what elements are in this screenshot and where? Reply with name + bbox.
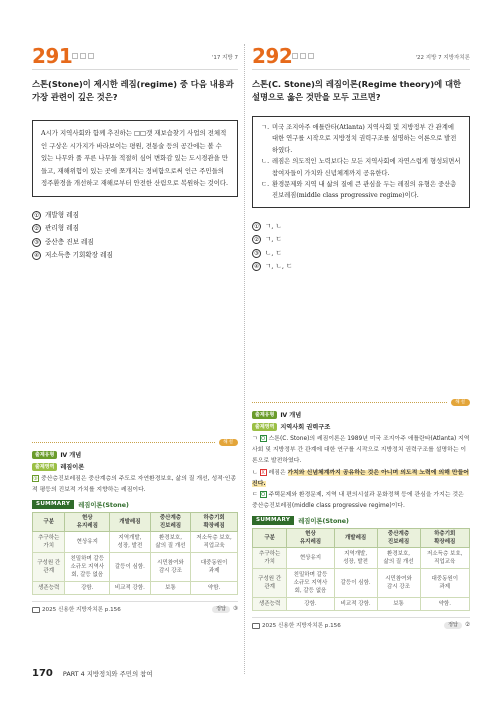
table-row bbox=[33, 582, 238, 595]
explanation-line bbox=[252, 434, 470, 468]
table-cell: 현상유지 bbox=[65, 532, 110, 553]
summary-block bbox=[32, 500, 238, 595]
question-passage bbox=[252, 116, 470, 208]
reference-line bbox=[32, 601, 238, 613]
answer-options bbox=[32, 209, 238, 263]
table-cell: 구성원 간 관계 bbox=[253, 569, 287, 598]
explanation-bar bbox=[252, 398, 470, 406]
answer-options bbox=[252, 220, 470, 274]
question-number: 291 bbox=[32, 44, 73, 68]
summary-table bbox=[252, 528, 470, 611]
summary-block bbox=[252, 516, 470, 611]
item-key: ㄷ. bbox=[261, 181, 270, 189]
answer-indicator bbox=[212, 606, 238, 613]
option-item[interactable] bbox=[32, 222, 238, 235]
table-cell: 구성원 간 관계 bbox=[33, 553, 65, 582]
table-cell: 환경보호, 삶의 질 개선 bbox=[150, 532, 191, 553]
column-divider bbox=[244, 44, 245, 674]
table-header: 개발레짐 bbox=[110, 513, 151, 532]
question-header bbox=[32, 44, 238, 70]
table-header: 하층기회 확장레짐 bbox=[420, 529, 470, 548]
table-row bbox=[253, 569, 470, 598]
highlight-text: 가치와 신념체계까지 공유하는 것은 아니며 의도적 노력에 의해 만들어진다. bbox=[252, 469, 469, 487]
explanation-type bbox=[32, 450, 238, 462]
table-cell: 시민참여와 감시 강조 bbox=[150, 553, 191, 582]
question-header bbox=[252, 44, 470, 70]
option-text: 저소득층 기회확장 레짐 bbox=[45, 251, 113, 260]
line-key: ㄷ bbox=[252, 492, 258, 499]
table-header: 현상 유지레짐 bbox=[287, 529, 334, 548]
table-row bbox=[33, 532, 238, 553]
reference-line bbox=[252, 617, 470, 629]
table-cell: 현상유지 bbox=[287, 548, 334, 569]
line-key: ㄱ bbox=[252, 436, 258, 442]
table-header-row bbox=[253, 529, 470, 548]
table-header: 구분 bbox=[33, 513, 65, 532]
explanation-pill: 해설 bbox=[451, 399, 470, 406]
option-mark: ① bbox=[33, 212, 39, 219]
type-tag: 출제유형 bbox=[32, 451, 57, 459]
table-cell: 대중동원이 과제 bbox=[420, 569, 470, 598]
type-value: Ⅳ 개념 bbox=[280, 412, 302, 419]
answer-indicator bbox=[444, 622, 470, 629]
table-header: 하층기회 확장레짐 bbox=[191, 513, 238, 532]
table-cell: 약함. bbox=[420, 598, 470, 611]
correct-mark: O bbox=[261, 492, 266, 499]
option-item[interactable] bbox=[252, 247, 470, 260]
option-mark: ② bbox=[33, 226, 39, 233]
explanation-line bbox=[252, 468, 470, 490]
table-header: 중산계층 진보레짐 bbox=[377, 529, 420, 548]
passage-item bbox=[261, 179, 461, 202]
table-header: 구분 bbox=[253, 529, 287, 548]
type-value: Ⅳ 개념 bbox=[60, 452, 82, 459]
option-mark: ③ bbox=[33, 239, 39, 246]
table-cell: 추구하는 가치 bbox=[33, 532, 65, 553]
answer-value: ② bbox=[464, 622, 470, 629]
table-header: 중산계층 진보레짐 bbox=[150, 513, 191, 532]
option-text: ㄱ, ㄴ, ㄷ bbox=[265, 262, 293, 271]
explanation-area bbox=[32, 462, 238, 474]
table-cell: 저소득층 보호, 직업교육 bbox=[191, 532, 238, 553]
table-cell: 갈등이 심함. bbox=[334, 569, 377, 598]
correct-mark: O bbox=[261, 436, 266, 442]
table-cell: 생존능력 bbox=[33, 582, 65, 595]
table-cell: 친밀하며 갈등 소규모 지역사 회, 갈등 없음 bbox=[287, 569, 334, 598]
table-cell: 대중동원이 과제 bbox=[191, 553, 238, 582]
table-cell: 보통 bbox=[377, 598, 420, 611]
answer-value: ③ bbox=[232, 606, 238, 613]
table-header-row bbox=[33, 513, 238, 532]
item-text: 미국 조지아주 애틀란타(Atlanta) 지역사회 및 지방정부 간 관계에 대한 연구를 시작으로 지방정치 권력구조를 설명하는 이론으로 발전하였다. bbox=[272, 124, 457, 154]
wrong-mark: X bbox=[261, 469, 265, 476]
answer-label: 정답 bbox=[444, 622, 462, 629]
explanation-section bbox=[32, 438, 238, 613]
table-row bbox=[253, 598, 470, 611]
line-key: ㄴ bbox=[252, 469, 258, 476]
summary-title: 레짐이론(Stone) bbox=[78, 502, 129, 510]
table-cell: 보통 bbox=[150, 582, 191, 595]
explanation-line bbox=[32, 474, 238, 496]
table-cell: 갈등이 심함. bbox=[110, 553, 151, 582]
option-item[interactable] bbox=[252, 220, 470, 233]
table-header: 개발레짐 bbox=[334, 529, 377, 548]
page-footer bbox=[32, 668, 153, 679]
table-cell: 저소득층 보호, 직업교육 bbox=[420, 548, 470, 569]
right-column bbox=[252, 0, 470, 630]
table-cell: 환경보호, 삶의 질 개선 bbox=[377, 548, 420, 569]
question-passage: A시가 지역사회와 함께 추진하는 □□갯 재보습찾기 사업의 전체적인 구상은 시가지가 바라보이는 평원, 전통술 등의 공간에는 볼 수 있는 나무와 풀 푸른 나무들 적절히 심어 변화감 있는 도시경관을 만들고, 재해위험이 있는 곳에 쪼개지는 정비함으로써 인근 주민들의 정주환경을 개선하고 재해로부터 안전한 산림으로 복원하는 것이다. bbox=[32, 120, 238, 197]
explanation-bar bbox=[32, 438, 238, 446]
book-icon bbox=[32, 607, 40, 613]
area-tag: 출제영역 bbox=[252, 423, 277, 431]
explanation-line bbox=[252, 490, 470, 512]
option-item[interactable] bbox=[32, 209, 238, 222]
table-cell: 지역개발, 성장, 발전 bbox=[334, 548, 377, 569]
reference-text: 2025 신용한 지방자치론 p.156 bbox=[262, 623, 341, 630]
area-value: 레짐이론 bbox=[60, 464, 85, 471]
option-mark: ④ bbox=[33, 253, 39, 260]
option-mark: ④ bbox=[253, 264, 259, 271]
option-text: ㄴ, ㄷ bbox=[265, 248, 282, 257]
table-row bbox=[253, 548, 470, 569]
option-item[interactable] bbox=[252, 233, 470, 246]
summary-label: SUMMARY bbox=[252, 516, 294, 525]
option-text: ㄱ, ㄴ bbox=[265, 221, 282, 230]
option-text: 개발형 레짐 bbox=[45, 210, 79, 219]
option-item[interactable] bbox=[32, 249, 238, 262]
reference-text: 2025 신용한 지방자치론 p.156 bbox=[42, 607, 121, 614]
table-cell: 강함. bbox=[65, 582, 110, 595]
table-cell: 추구하는 가치 bbox=[253, 548, 287, 569]
answer-mark: ③ bbox=[33, 476, 38, 482]
explanation-text: 주택문제와 환경문제, 지역 내 편의시설과 문화정책 등에 관심을 가지는 것은 중산층진보레짐(middle class progressive regime)이다. bbox=[252, 492, 464, 510]
passage-item bbox=[261, 156, 461, 179]
passage-item bbox=[261, 122, 461, 156]
option-text: 중산층 진보 레짐 bbox=[45, 237, 94, 246]
question-number: 292 bbox=[252, 44, 293, 68]
item-text: 환경문제와 지역 내 삶의 질에 큰 관심을 두는 레짐의 유형은 중산층 진보레짐(middle class progressive regime)이다. bbox=[272, 181, 457, 200]
option-mark: ② bbox=[253, 237, 259, 244]
option-item[interactable] bbox=[32, 236, 238, 249]
item-key: ㄱ. bbox=[261, 124, 270, 131]
option-mark: ③ bbox=[253, 250, 259, 257]
page-number: 170 bbox=[32, 668, 53, 679]
explanation-text: 중산층진보레짐은 중산계층의 주도로 자연환경보호, 삶의 질 개선, 성적·인종적 평등의 진보적 가치를 지향하는 레짐이다. bbox=[32, 476, 237, 494]
table-cell: 시민참여와 감시 강조 bbox=[377, 569, 420, 598]
question-title: 스톤(C. Stone)의 레짐이론(Regime theory)에 대한 설명으로 옳은 것만을 모두 고르면? bbox=[252, 79, 462, 102]
table-cell: 비교적 강함. bbox=[334, 598, 377, 611]
explanation-text: 스톤(C. Stone)의 레짐이론은 1989년 미국 조지아주 애틀란타(Atlanta) 지역사회 및 지방정부 간 관계에 대한 연구를 시작으로 지방정치 권력구조를 설명하는 이론으로 발전하였다. bbox=[252, 436, 470, 465]
table-header: 현상 유지레짐 bbox=[65, 513, 110, 532]
item-text: 레짐은 의도적인 노력보다는 모든 지역사회에 자연스럽게 형성되면서 참여자들이 가치와 신념체계까지 공유한다. bbox=[272, 158, 461, 177]
explanation-area bbox=[252, 422, 470, 434]
table-cell: 비교적 강함. bbox=[110, 582, 151, 595]
explanation-section bbox=[252, 398, 470, 629]
part-label: PART 4 지방정치와 주민의 참여 bbox=[62, 670, 153, 678]
option-text: ㄱ, ㄷ bbox=[265, 235, 282, 244]
question-source: '17 지방 7 bbox=[211, 55, 238, 61]
table-cell: 강함. bbox=[287, 598, 334, 611]
option-text: 관리형 레짐 bbox=[45, 224, 79, 233]
explanation-type bbox=[252, 410, 470, 422]
answer-label: 정답 bbox=[212, 606, 230, 613]
item-key: ㄴ. bbox=[261, 158, 270, 166]
check-boxes[interactable] bbox=[292, 53, 314, 59]
area-value: 지역사회 권력구조 bbox=[280, 424, 331, 431]
question-title: 스톤(Stone)이 제시한 레짐(regime) 중 다음 내용과 가장 관련이 깊은 것은? bbox=[32, 79, 234, 102]
question-source: '22 지방 7 지방자치론 bbox=[415, 55, 470, 61]
table-cell: 지역개발, 성장, 발전 bbox=[110, 532, 151, 553]
check-boxes[interactable] bbox=[72, 53, 94, 59]
table-cell: 약함. bbox=[191, 582, 238, 595]
type-tag: 출제유형 bbox=[252, 411, 277, 419]
book-icon bbox=[252, 623, 260, 629]
option-mark: ① bbox=[253, 223, 259, 230]
explanation-text: 레짐은 bbox=[268, 469, 288, 476]
summary-table bbox=[32, 512, 238, 595]
table-cell: 생존능력 bbox=[253, 598, 287, 611]
area-tag: 출제영역 bbox=[32, 463, 57, 471]
option-item[interactable] bbox=[252, 260, 470, 273]
left-column bbox=[32, 0, 238, 614]
summary-label: SUMMARY bbox=[32, 500, 74, 509]
table-row bbox=[33, 553, 238, 582]
explanation-pill: 해설 bbox=[219, 439, 238, 446]
summary-title: 레짐이론(Stone) bbox=[298, 518, 349, 526]
table-cell: 친밀하며 갈등 소규모 지역사 회, 갈등 없음 bbox=[65, 553, 110, 582]
